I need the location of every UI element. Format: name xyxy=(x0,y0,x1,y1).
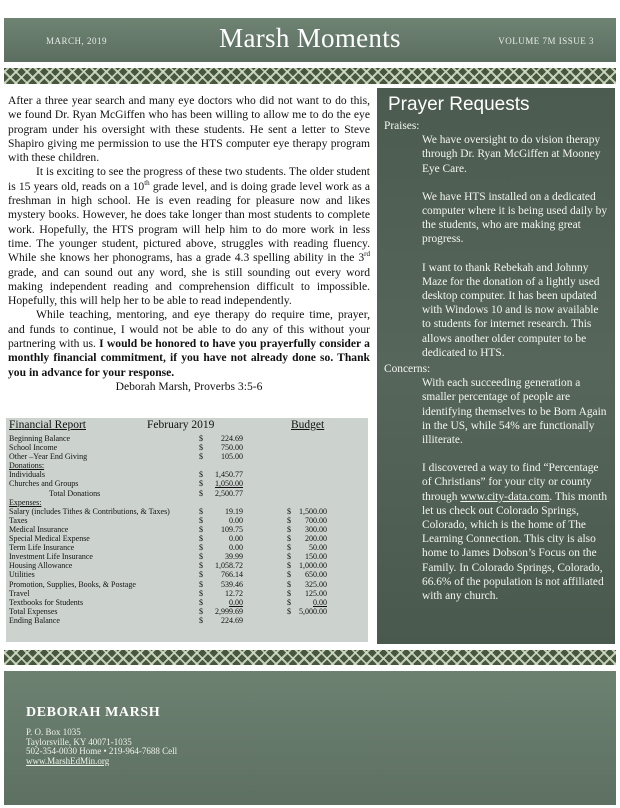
decorative-band-top xyxy=(4,68,616,84)
finance-amount: 39.99 xyxy=(225,552,243,562)
finance-row xyxy=(9,616,365,625)
praises-label: Praises: xyxy=(384,120,420,132)
praise-item: We have HTS installed on a dedicated computer where it is being used daily by the students, who are making great progress. xyxy=(422,190,608,246)
finance-amount: 766.14 xyxy=(221,570,243,580)
article-paragraph-2 xyxy=(8,165,370,308)
currency-symbol: $ xyxy=(199,579,203,589)
budget-amount: 5,000.00 xyxy=(299,606,327,616)
currency-symbol: $ xyxy=(199,552,203,562)
phone-line: 502-354-0030 Home • 219-964-7688 Cell xyxy=(26,746,178,757)
finance-row xyxy=(9,534,365,543)
currency-symbol: $ xyxy=(287,570,291,580)
finance-label: Ending Balance xyxy=(9,615,60,625)
superscript: rd xyxy=(364,250,370,259)
budget-amount: 1,500.00 xyxy=(299,506,327,516)
financial-report-header xyxy=(9,421,365,435)
currency-symbol: $ xyxy=(287,506,291,516)
finance-row xyxy=(9,479,365,488)
article-text: grade, and can sound out any word, she is still sounding out every word making independent reading and comprehension difficult to impossible. Hopefully, this will help her to be able to read independently. xyxy=(8,265,370,308)
finance-amount: 109.75 xyxy=(221,524,243,534)
finance-amount: 750.00 xyxy=(221,443,243,453)
finance-amount: 2,999.69 xyxy=(215,606,243,616)
article-text: grade level, and is doing grade level work as a freshman in high school. He is even reading for pleasure now and likes mystery books. However, he does take longer than most students to complete work. Hopefully, the HTS program will help him to do more work in less time. The younger student, pictured above, struggles with reading fluency. While she knows her phonograms, has a grade 4.3 spelling ability in the 3 xyxy=(8,179,370,265)
finance-label: Individuals xyxy=(9,470,45,480)
finance-label: Travel xyxy=(9,588,30,598)
main-article xyxy=(8,94,370,394)
volume-issue: VOLUME 7M ISSUE 3 xyxy=(498,36,594,46)
currency-symbol: $ xyxy=(199,597,203,607)
currency-symbol: $ xyxy=(199,470,203,480)
finance-row xyxy=(9,498,365,507)
financial-report xyxy=(6,418,368,642)
currency-symbol: $ xyxy=(287,588,291,598)
currency-symbol: $ xyxy=(287,534,291,544)
finance-amount: 0.00 xyxy=(229,515,243,525)
decorative-band-bottom xyxy=(4,650,616,665)
finance-row xyxy=(9,580,365,589)
finance-row xyxy=(9,507,365,516)
finance-row xyxy=(9,443,365,452)
masthead xyxy=(4,18,616,62)
article-paragraph-1: After a three year search and many eye doctors who did not want to do this, we found Dr. Ryan McGiffen who has been willing to allow me to do the eye program under his oversight with these students. He sent a letter to Steve Shapiro giving me permission to use the HTS computer eye therapy program with these children. xyxy=(8,94,370,165)
finance-row xyxy=(9,543,365,552)
currency-symbol: $ xyxy=(199,434,203,443)
article-paragraph-3 xyxy=(8,308,370,379)
currency-symbol: $ xyxy=(199,443,203,453)
financial-rows xyxy=(9,434,365,625)
prayer-requests-title: Prayer Requests xyxy=(388,94,530,115)
finance-label: Total Donations xyxy=(49,488,101,498)
financial-report-month: February 2019 xyxy=(147,419,215,431)
finance-row xyxy=(9,525,365,534)
finance-label: Promotion, Supplies, Books, & Postage xyxy=(9,579,136,589)
finance-amount: 1,050.00 xyxy=(215,479,243,489)
concern-item: With each succeeding generation a smaller percentage of people are identifying themselves to be Born Again in the US, while 54% are functionally illiterate. xyxy=(422,377,607,447)
finance-label: Investment Life Insurance xyxy=(9,552,93,562)
finance-amount: 1,450.77 xyxy=(215,470,243,480)
finance-row xyxy=(9,589,365,598)
prayer-requests-body xyxy=(384,119,610,617)
finance-row xyxy=(9,470,365,479)
finance-label: Total Expenses xyxy=(9,606,58,616)
budget-amount: 150.00 xyxy=(305,552,327,562)
finance-amount: 224.69 xyxy=(221,434,243,443)
superscript: th xyxy=(144,178,150,187)
currency-symbol: $ xyxy=(199,543,203,553)
finance-row xyxy=(9,570,365,579)
currency-symbol: $ xyxy=(199,515,203,525)
budget-amount: 0.00 xyxy=(313,597,327,607)
contact-info xyxy=(26,728,177,766)
currency-symbol: $ xyxy=(199,479,203,489)
budget-amount: 200.00 xyxy=(305,534,327,544)
finance-amount: 2,500.77 xyxy=(215,488,243,498)
website-link[interactable]: www.MarshEdMin.org xyxy=(26,755,110,766)
budget-heading: Budget xyxy=(291,419,325,431)
budget-amount: 325.00 xyxy=(305,579,327,589)
finance-amount: 224.69 xyxy=(221,615,243,625)
concern-text: . This month let us check out Colorado Springs, Colorado, which is the home of The Learning Connection. This city is also home to James Dobson’s Focus on the Family. In Colorado Springs, Colorado, 66.6% of the population is not affiliated with any church. xyxy=(422,490,608,603)
currency-symbol: $ xyxy=(287,524,291,534)
address-line: P. O. Box 1035 xyxy=(26,727,81,737)
budget-amount: 300.00 xyxy=(305,524,327,534)
finance-label: Term Life Insurance xyxy=(9,543,75,553)
finance-row xyxy=(9,434,365,443)
currency-symbol: $ xyxy=(199,524,203,534)
currency-symbol: $ xyxy=(199,452,203,462)
finance-row xyxy=(9,516,365,525)
finance-row xyxy=(9,461,365,470)
appeal-text: I would be honored to have you prayerfully consider a monthly financial commitment, if you have not already done so. Thank you in advance for your response. xyxy=(8,337,370,379)
finance-label: Textbooks for Students xyxy=(9,597,84,607)
finance-label: School Income xyxy=(9,443,58,453)
finance-label: Special Medical Expense xyxy=(9,534,90,544)
finance-amount: 12.72 xyxy=(225,588,243,598)
currency-symbol: $ xyxy=(287,579,291,589)
finance-amount: 19.19 xyxy=(225,506,243,516)
finance-label: Churches and Groups xyxy=(9,479,79,489)
currency-symbol: $ xyxy=(287,606,291,616)
currency-symbol: $ xyxy=(287,552,291,562)
finance-label: Expenses: xyxy=(9,497,42,507)
concerns-label: Concerns: xyxy=(384,363,431,376)
author-name: DEBORAH MARSH xyxy=(26,705,161,720)
address-line: Taylorsville, KY 40071-1035 xyxy=(26,736,132,747)
currency-symbol: $ xyxy=(199,588,203,598)
finance-row xyxy=(9,607,365,616)
finance-amount: 0.00 xyxy=(229,543,243,553)
praise-item: I want to thank Rebekah and Johnny Maze for the donation of a lightly used desktop computer. It has been updated with Windows 10 and is now available to students for internet research. This allows another older computer to be dedicated to HTS. xyxy=(422,261,600,359)
finance-amount: 105.00 xyxy=(221,452,243,462)
issue-date: MARCH, 2019 xyxy=(46,36,108,46)
currency-symbol: $ xyxy=(287,515,291,525)
currency-symbol: $ xyxy=(199,488,203,498)
finance-label: Donations: xyxy=(9,461,45,471)
budget-amount: 700.00 xyxy=(305,515,327,525)
newsletter-title: Marsh Moments xyxy=(219,23,401,53)
finance-amount: 1,058.72 xyxy=(215,561,243,571)
praise-item: We have oversight to do vision therapy through Dr. Ryan McGiffen at Mooney Eye Care. xyxy=(422,134,601,175)
contact-footer xyxy=(4,671,616,805)
currency-symbol: $ xyxy=(199,606,203,616)
finance-label: Taxes xyxy=(9,515,28,525)
budget-amount: 50.00 xyxy=(309,543,327,553)
article-text: It is exciting to see the progress of these two students. The older student is 15 years old, reads on a 10 xyxy=(8,165,371,193)
finance-label: Other –Year End Giving xyxy=(9,452,88,462)
currency-symbol: $ xyxy=(199,534,203,544)
finance-label: Utilities xyxy=(9,570,35,580)
currency-symbol: $ xyxy=(199,615,203,625)
currency-symbol: $ xyxy=(199,561,203,571)
currency-symbol: $ xyxy=(199,506,203,516)
concern-text: I discovered a way to find “Percentage of Christians” for your city or county through xyxy=(422,462,599,503)
budget-amount: 125.00 xyxy=(305,588,327,598)
finance-row xyxy=(9,489,365,498)
finance-label: Housing Allowance xyxy=(9,561,73,571)
currency-symbol: $ xyxy=(199,570,203,580)
currency-symbol: $ xyxy=(287,597,291,607)
finance-row xyxy=(9,598,365,607)
finance-label: Medical Insurance xyxy=(9,524,69,534)
finance-row xyxy=(9,561,365,570)
financial-report-title: Financial Report xyxy=(9,419,86,431)
finance-row xyxy=(9,552,365,561)
finance-row xyxy=(9,452,365,461)
currency-symbol: $ xyxy=(287,561,291,571)
budget-amount: 1,000.00 xyxy=(299,561,327,571)
signature: Deborah Marsh, Proverbs 3:5-6 xyxy=(115,379,263,393)
finance-label: Beginning Balance xyxy=(9,434,71,443)
concern-item xyxy=(422,461,610,603)
finance-amount: 0.00 xyxy=(229,597,243,607)
city-data-link[interactable]: www.city-data.com xyxy=(460,490,550,503)
prayer-requests-panel xyxy=(377,88,615,644)
article-text: While teaching, mentoring, and eye therapy do require time, prayer, and funds to continue, I would not be able to do any of this without your partnering with us. xyxy=(8,308,370,351)
finance-label: Salary (includes Tithes & Contributions, & Taxes) xyxy=(9,506,170,516)
finance-amount: 0.00 xyxy=(229,534,243,544)
budget-amount: 650.00 xyxy=(305,570,327,580)
finance-amount: 539.46 xyxy=(221,579,243,589)
currency-symbol: $ xyxy=(287,543,291,553)
